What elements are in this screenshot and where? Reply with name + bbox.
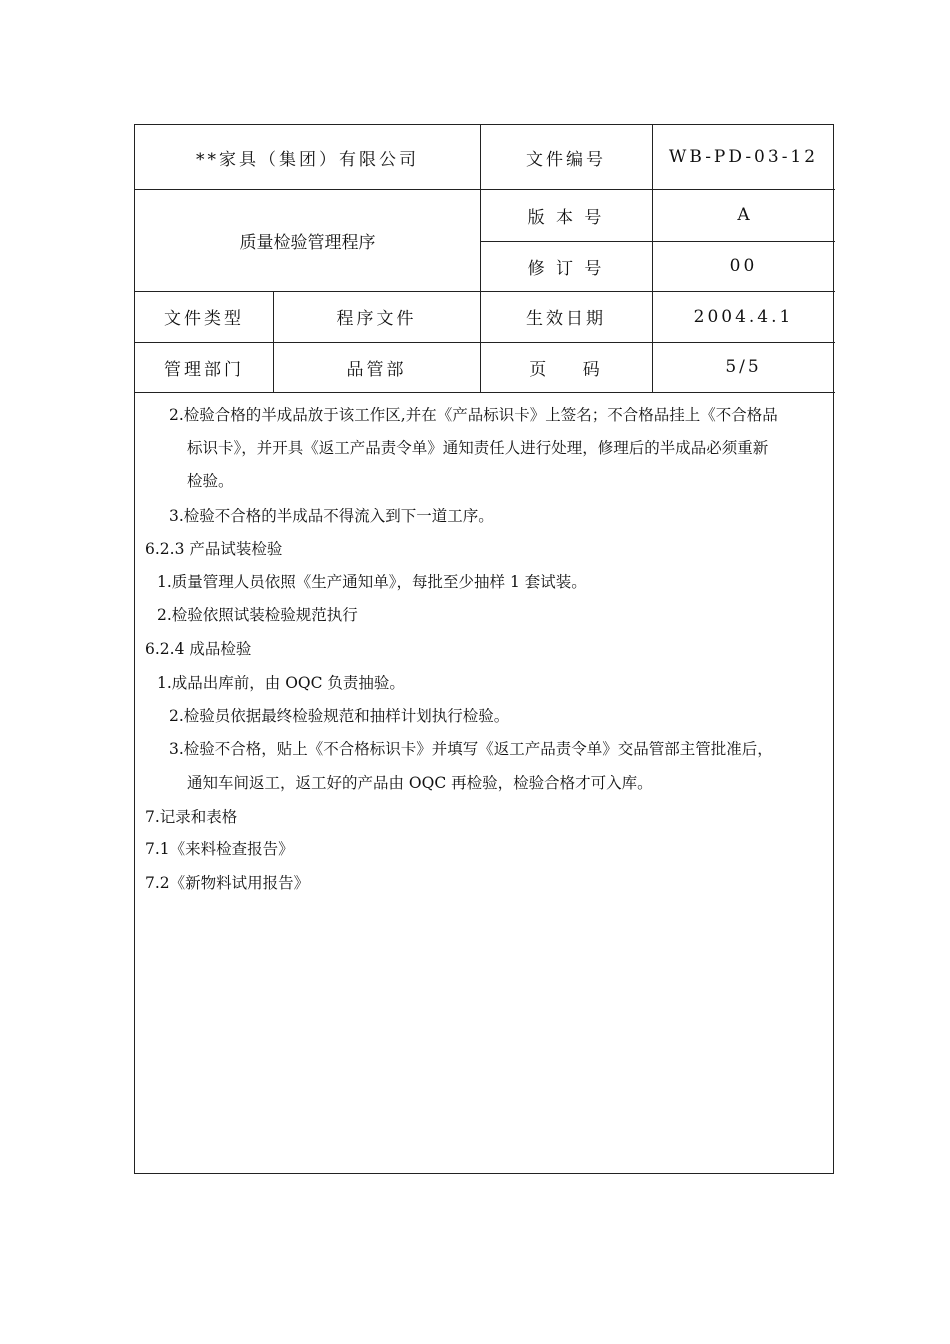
paragraph-line: 检验。 xyxy=(187,472,234,490)
document-title: 质量检验管理程序 xyxy=(239,232,376,253)
paragraph-line: 标识卡》，并开具《返工产品责令单》通知责任人进行处理，修理后的半成品必须重新 xyxy=(187,439,769,457)
list-item: 7.2《新物料试用报告》 xyxy=(145,874,310,892)
paragraph-line: 1.质量管理人员依照《生产通知单》，每批至少抽样 1 套试装。 xyxy=(157,573,587,591)
version-value: A xyxy=(737,205,750,225)
revision-value: 00 xyxy=(729,256,758,276)
effective-date-value: 2004.4.1 xyxy=(693,306,794,327)
dept-value: 品管部 xyxy=(346,359,407,380)
paragraph-line: 2.检验合格的半成品放于该工作区,并在《产品标识卡》上签名；不合格品挂上《不合格品 xyxy=(169,406,778,424)
paragraph-line: 2.检验依照试装检验规范执行 xyxy=(157,606,358,624)
version-label: 版 本 号 xyxy=(527,207,605,228)
paragraph-line: 通知车间返工，返工好的产品由 OQC 再检验，检验合格才可入库。 xyxy=(187,774,653,792)
paragraph-line: 3.检验不合格的半成品不得流入到下一道工序。 xyxy=(169,507,494,525)
section-heading: 6.2.3 产品试装检验 xyxy=(145,540,283,558)
effective-date-label: 生效日期 xyxy=(526,309,606,329)
revision-label: 修 订 号 xyxy=(527,258,605,279)
section-heading: 7.记录和表格 xyxy=(145,808,238,826)
company-name: **家具（集团）有限公司 xyxy=(196,149,419,170)
page-value: 5/5 xyxy=(725,357,762,377)
doc-number-value: WB-PD-03-12 xyxy=(668,147,819,167)
page-label: 页 码 xyxy=(529,359,603,380)
document-frame xyxy=(134,124,834,1174)
doc-type-value: 程序文件 xyxy=(336,309,417,329)
list-item: 7.1《来料检查报告》 xyxy=(145,840,294,858)
doc-number-label: 文件编号 xyxy=(526,149,606,170)
paragraph-line: 1.成品出库前，由 OQC 负责抽验。 xyxy=(157,674,405,692)
paragraph-line: 3.检验不合格，贴上《不合格标识卡》并填写《返工产品责令单》交品管部主管批准后， xyxy=(169,740,773,758)
paragraph-line: 2.检验员依据最终检验规范和抽样计划执行检验。 xyxy=(169,707,510,725)
section-heading: 6.2.4 成品检验 xyxy=(145,640,252,658)
doc-type-label: 文件类型 xyxy=(164,309,244,329)
dept-label: 管理部门 xyxy=(164,359,244,380)
row-divider xyxy=(135,392,835,393)
